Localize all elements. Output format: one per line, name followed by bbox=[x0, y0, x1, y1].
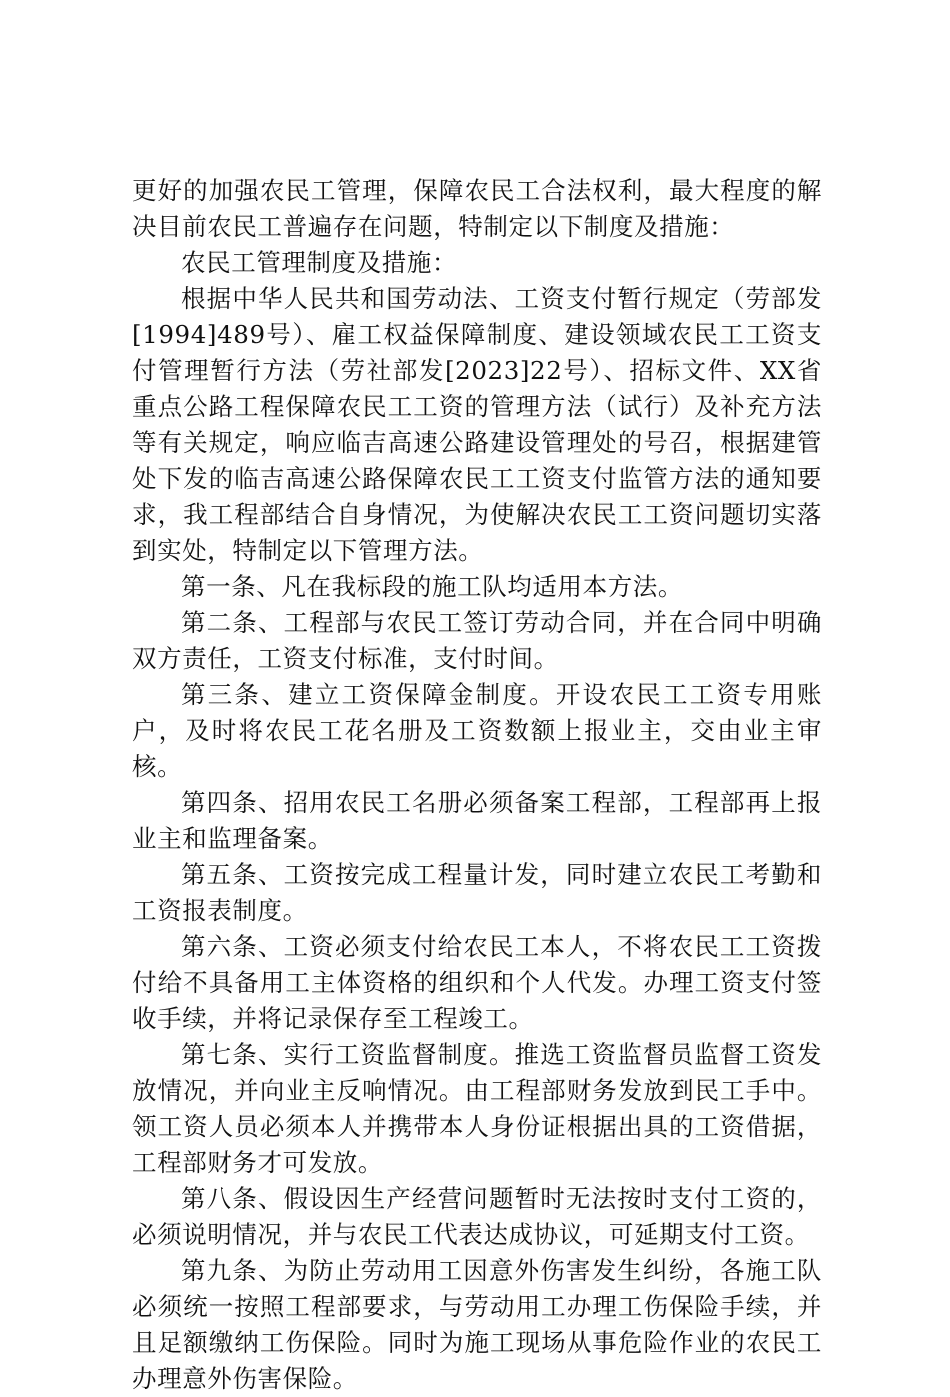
article-7: 第七条、实行工资监督制度。推选工资监督员监督工资发放情况，并向业主反响情况。由工程部财务发放到民工手中。领工资人员必须本人并携带本人身份证根据出具的工资借据，工程部财务才可发放。 bbox=[132, 1040, 822, 1177]
article-8: 第八条、假设因生产经营问题暂时无法按时支付工资的，必须说明情况，并与农民工代表达成协议，可延期支付工资。 bbox=[132, 1184, 822, 1249]
paragraph-heading: 农民工管理制度及措施： bbox=[181, 248, 458, 277]
article-6: 第六条、工资必须支付给农民工本人，不将农民工工资拨付给不具备用工主体资格的组织和个人代发。办理工资支付签收手续，并将记录保存至工程竣工。 bbox=[132, 932, 822, 1033]
article-3: 第三条、建立工资保障金制度。开设农民工工资专用账户，及时将农民工花名册及工资数额上报业主，交由业主审核。 bbox=[132, 680, 822, 781]
paragraph-intro: 更好的加强农民工管理，保障农民工合法权利，最大程度的解决目前农民工普遍存在问题，特制定以下制度及措施： bbox=[132, 176, 822, 241]
article-9: 第九条、为防止劳动用工因意外伤害发生纠纷，各施工队必须统一按照工程部要求，与劳动用工办理工伤保险手续，并且足额缴纳工伤保险。同时为施工现场从事危险作业的农民工办理意外伤害保险。 bbox=[132, 1256, 822, 1393]
article-4: 第四条、招用农民工名册必须备案工程部，工程部再上报业主和监理备案。 bbox=[132, 788, 822, 853]
article-1: 第一条、凡在我标段的施工队均适用本方法。 bbox=[181, 572, 683, 601]
document-body bbox=[132, 173, 822, 1397]
article-2: 第二条、工程部与农民工签订劳动合同，并在合同中明确双方责任，工资支付标准，支付时间。 bbox=[132, 608, 822, 673]
article-5: 第五条、工资按完成工程量计发，同时建立农民工考勤和工资报表制度。 bbox=[132, 860, 822, 925]
paragraph-basis: 根据中华人民共和国劳动法、工资支付暂行规定（劳部发[1994]489号）、雇工权益保障制度、建设领域农民工工资支付管理暂行方法（劳社部发[2023]22号）、招标文件、XX省重点公路工程保障农民工工资的管理方法（试行）及补充方法等有关规定，响应临吉高速公路建设管理处的号召，根据建管处下发的临吉高速公路保障农民工工资支付监管方法的通知要求，我工程部结合自身情况，为使解决农民工工资问题切实落到实处，特制定以下管理方法。 bbox=[132, 284, 822, 565]
